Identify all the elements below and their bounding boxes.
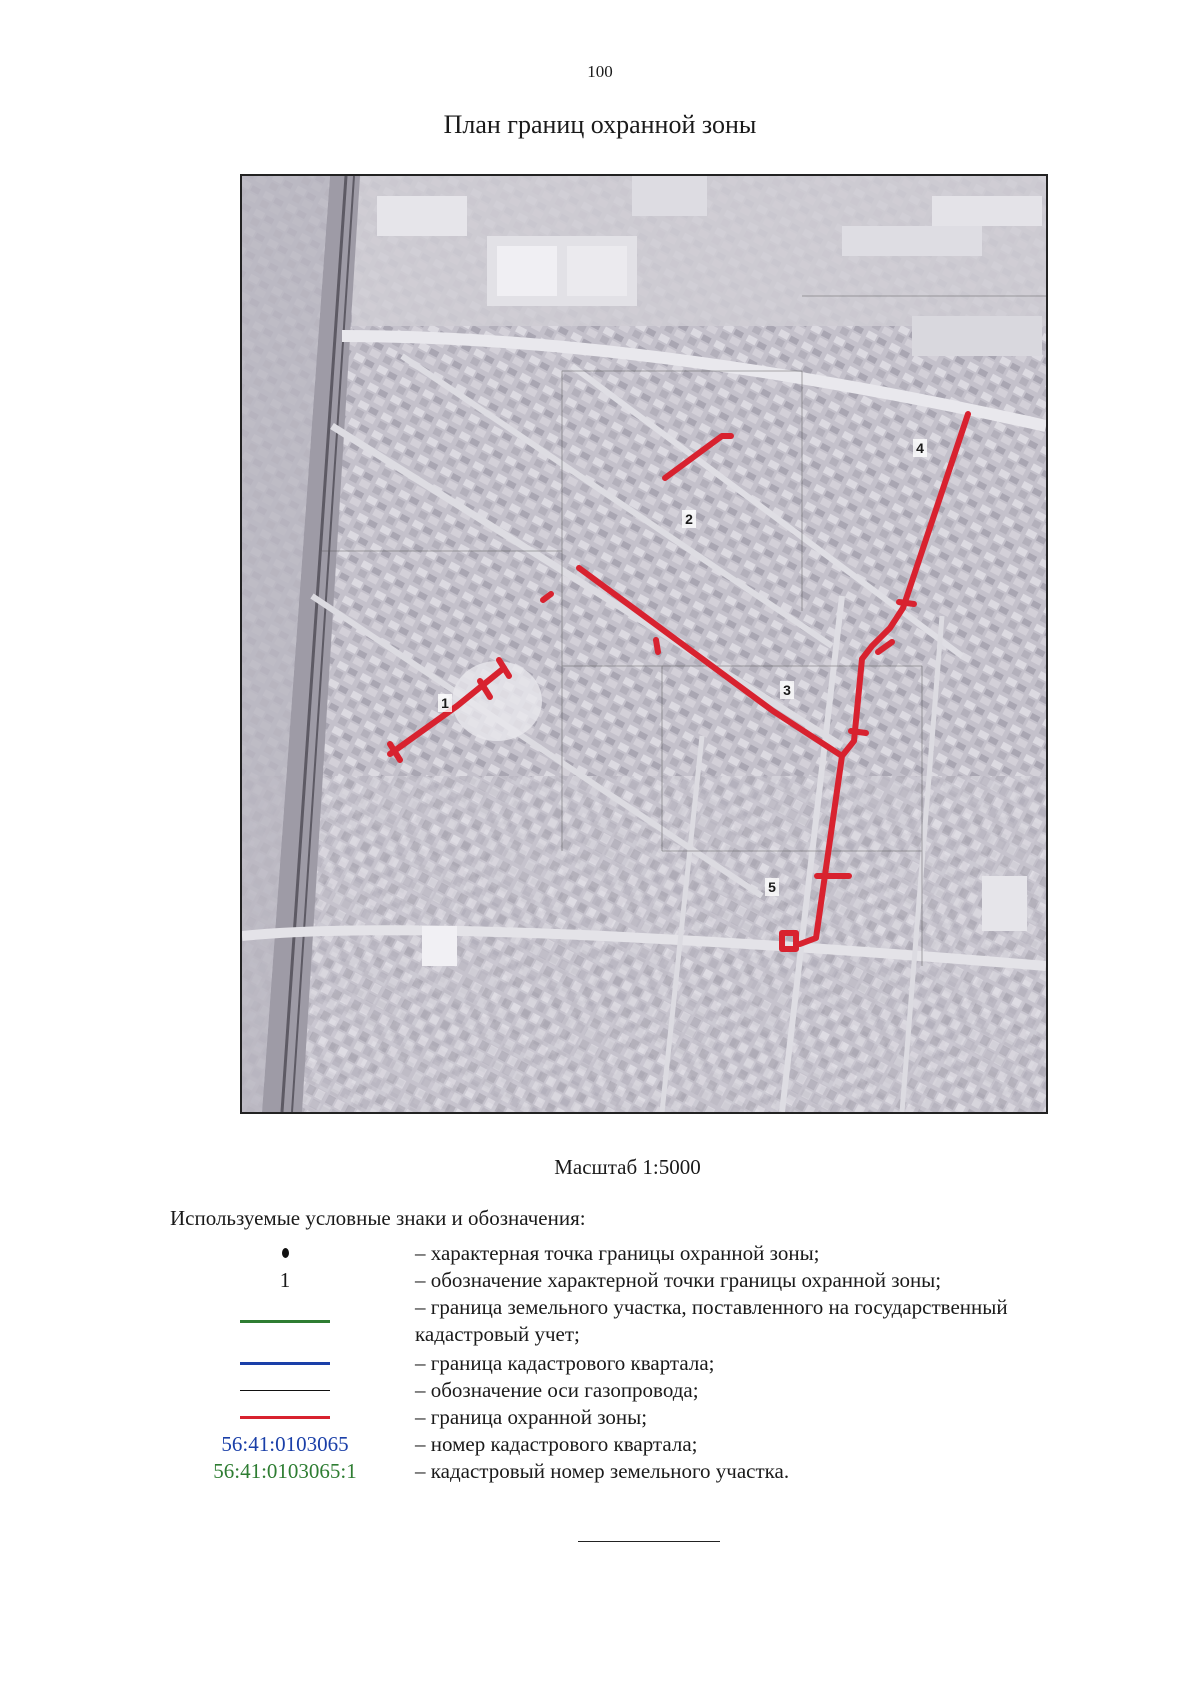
legend-title: Используемые условные знаки и обозначения:: [170, 1206, 586, 1230]
point-label-5: 5: [768, 879, 776, 895]
map-scale: Масштаб 1:5000: [554, 1155, 701, 1179]
blue-line-icon: [240, 1362, 330, 1365]
black-line-icon: [240, 1390, 330, 1391]
legend-item-pipeline-axis: – обозначение оси газопровода;: [170, 1377, 1120, 1403]
legend-item-plot-number: 56:41:0103065:1 – кадастровый номер земельного участка.: [213, 1458, 790, 1483]
red-line-icon: [240, 1416, 330, 1419]
legend-item-land-plot: – граница земельного участка, поставленного на государственный кадастровый учет;: [170, 1294, 1120, 1348]
protection-zone-map[interactable]: [240, 174, 1048, 1114]
legend-item-protection-zone: – граница охранной зоны;: [170, 1404, 1120, 1430]
page-number: 100: [587, 62, 613, 81]
bottom-divider: [578, 1541, 720, 1542]
point-label-2: 2: [685, 511, 693, 527]
legend-item-quarter-number: 56:41:0103065 – номер кадастрового квартала;: [221, 1431, 698, 1456]
point-label-1: 1: [441, 695, 449, 711]
aerial-map-svg: [242, 176, 1046, 1112]
dot-icon: [282, 1248, 289, 1258]
legend-item-cadastral-quarter: – граница кадастрового квартала;: [170, 1350, 1120, 1376]
legend-item-point-label: 1 – обозначение характерной точки границы охранной зоны;: [279, 1267, 942, 1292]
point-label-3: 3: [783, 682, 791, 698]
green-line-icon: [240, 1320, 330, 1323]
legend-item-point: – характерная точка границы охранной зоны;: [170, 1240, 1120, 1266]
page-title: План границ охранной зоны: [443, 110, 757, 139]
point-label-4: 4: [916, 440, 924, 456]
